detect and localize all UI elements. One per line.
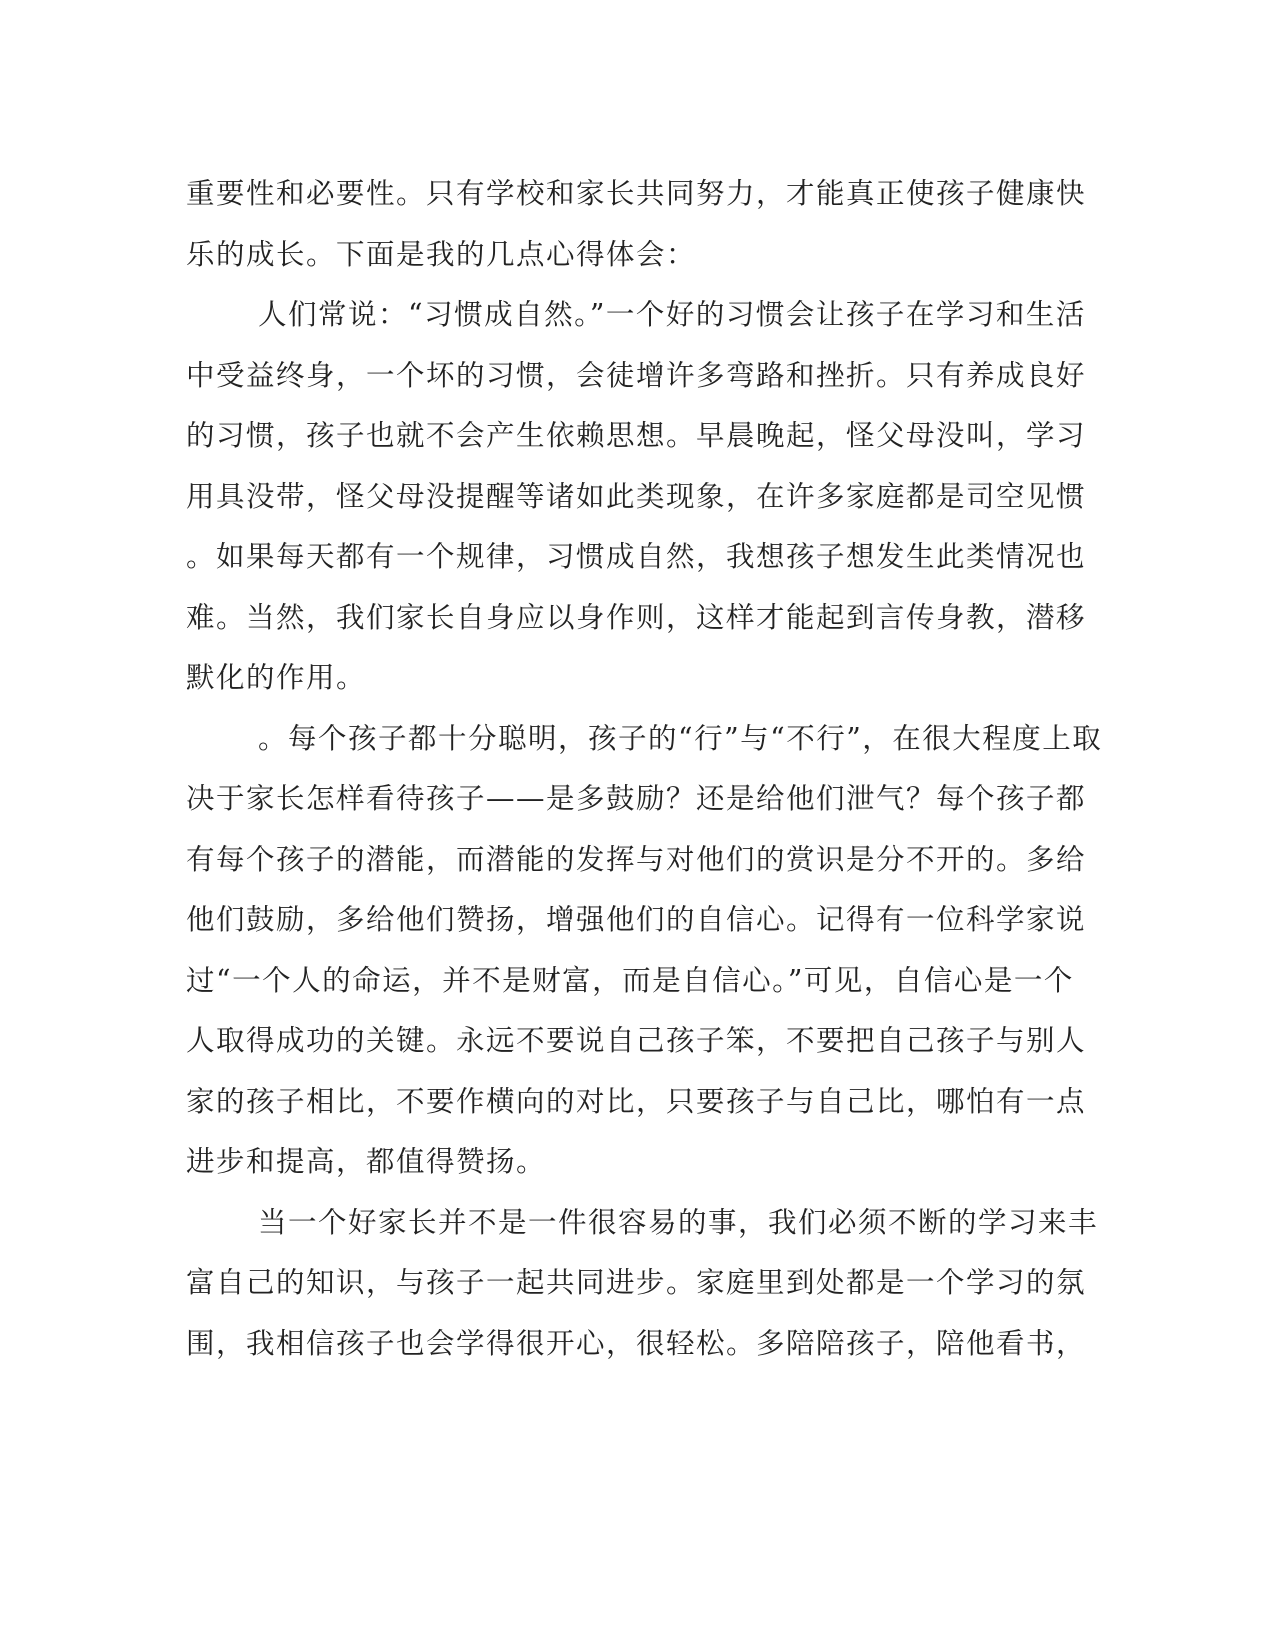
document-body: [186, 164, 1103, 1374]
text-line: 人们常说：“习惯成自然。”一个好的习惯会让孩子在学习和生活: [258, 298, 1086, 331]
text-line: 围，我相信孩子也会学得很开心，很轻松。多陪陪孩子，陪他看书，: [186, 1326, 1087, 1360]
text-line: 的习惯，孩子也就不会产生依赖思想。早晨晚起，怪父母没叫，学习: [186, 419, 1087, 452]
paragraph-2: [186, 285, 1087, 709]
text-line: 默化的作用。: [186, 661, 367, 694]
text-line: 。如果每天都有一个规律，习惯成自然，我想孩子想发生此类情况也: [186, 540, 1087, 573]
text-line: 过“一个人的命运，并不是财富，而是自信心。”可见，自信心是一个: [186, 963, 1074, 997]
text-line: 有每个孩子的潜能，而潜能的发挥与对他们的赏识是分不开的。多给: [186, 842, 1087, 876]
paragraph-4: [186, 1193, 1099, 1375]
text-line: 。每个孩子都十分聪明，孩子的“行”与“不行”，在很大程度上取: [258, 721, 1103, 755]
text-line: 家的孩子相比，不要作横向的对比，只要孩子与自己比，哪怕有一点: [186, 1084, 1087, 1118]
text-line: 进步和提高，都值得赞扬。: [186, 1145, 547, 1178]
text-line: 富自己的知识，与孩子一起共同进步。家庭里到处都是一个学习的氛: [186, 1266, 1087, 1299]
paragraph-3: [186, 709, 1103, 1193]
text-line: 中受益终身，一个坏的习惯，会徒增许多弯路和挫折。只有养成良好: [186, 358, 1087, 392]
text-line: 他们鼓励，多给他们赞扬，增强他们的自信心。记得有一位科学家说: [186, 903, 1087, 936]
paragraph-1: [186, 164, 1087, 285]
text-line: 人取得成功的关键。永远不要说自己孩子笨，不要把自己孩子与别人: [186, 1024, 1087, 1057]
text-line: 用具没带，怪父母没提醒等诸如此类现象，在许多家庭都是司空见惯: [186, 479, 1087, 513]
text-line: 乐的成长。下面是我的几点心得体会：: [186, 237, 697, 271]
text-line: 当一个好家长并不是一件很容易的事，我们必须不断的学习来丰: [258, 1205, 1099, 1239]
text-line: 决于家长怎样看待孩子——是多鼓励？还是给他们泄气？每个孩子都: [186, 782, 1087, 815]
text-line: 难。当然，我们家长自身应以身作则，这样才能起到言传身教，潜移: [186, 600, 1087, 634]
text-line: 重要性和必要性。只有学校和家长共同努力，才能真正使孩子健康快: [186, 177, 1087, 210]
